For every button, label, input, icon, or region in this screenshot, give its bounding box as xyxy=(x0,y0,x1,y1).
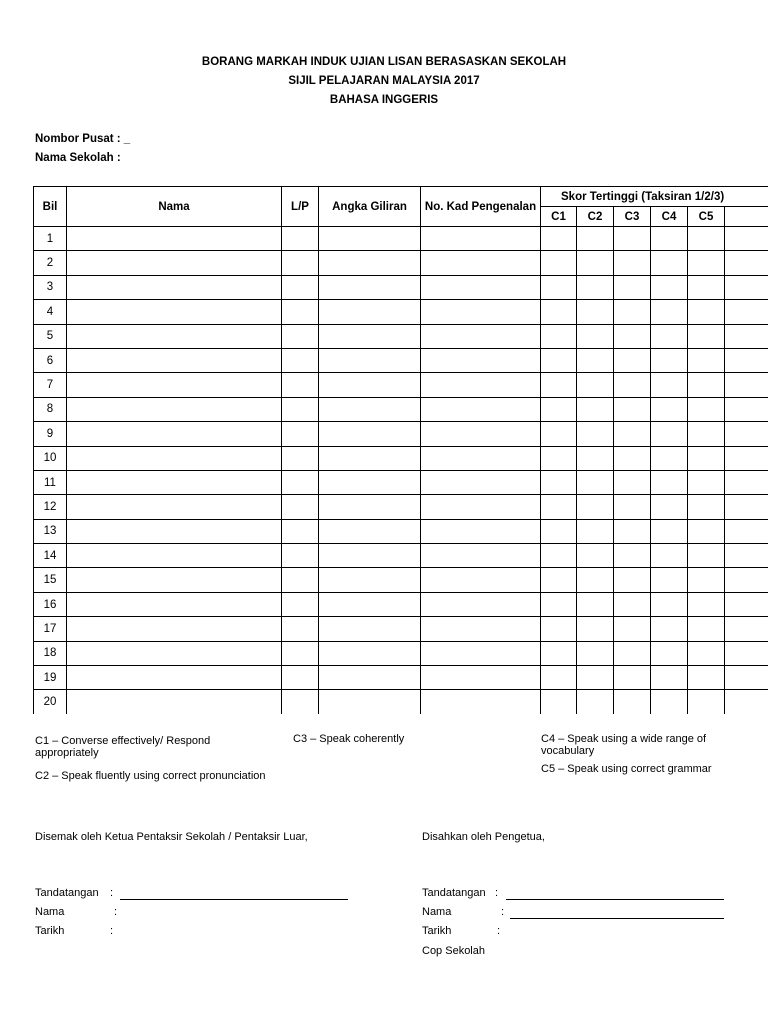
kad-pengenalan-cell[interactable] xyxy=(421,666,541,690)
c5-cell[interactable] xyxy=(688,666,725,690)
c5-cell[interactable] xyxy=(688,568,725,592)
c3-cell[interactable] xyxy=(614,373,651,397)
c3-cell[interactable] xyxy=(614,568,651,592)
c5-cell[interactable] xyxy=(688,641,725,665)
c3-cell[interactable] xyxy=(614,324,651,348)
extra-cell[interactable] xyxy=(725,690,768,714)
marks-table xyxy=(33,186,768,714)
c4-cell[interactable] xyxy=(651,275,688,299)
extra-cell[interactable] xyxy=(725,544,768,568)
c2-cell[interactable] xyxy=(577,300,614,324)
lp-cell[interactable] xyxy=(282,470,319,494)
c5-cell[interactable] xyxy=(688,495,725,519)
kad-pengenalan-cell[interactable] xyxy=(421,227,541,251)
left-tarikh-colon: : xyxy=(110,925,114,937)
kad-pengenalan-cell[interactable] xyxy=(421,275,541,299)
nama-cell[interactable] xyxy=(67,397,282,421)
left-tandatangan-colon: : xyxy=(110,887,114,899)
kad-pengenalan-cell[interactable] xyxy=(421,592,541,616)
table-row xyxy=(34,348,768,372)
c1-cell[interactable] xyxy=(541,324,577,348)
c5-cell[interactable] xyxy=(688,373,725,397)
col-header-c1: C1 xyxy=(541,207,577,227)
angka-giliran-cell[interactable] xyxy=(319,324,421,348)
nama-cell[interactable] xyxy=(67,373,282,397)
extra-cell[interactable] xyxy=(725,470,768,494)
right-tarikh-label: Tarikh xyxy=(422,925,452,937)
nama-cell[interactable] xyxy=(67,446,282,470)
right-tandatangan-line[interactable] xyxy=(506,887,724,900)
c1-cell[interactable] xyxy=(541,641,577,665)
c2-cell[interactable] xyxy=(577,690,614,714)
kad-pengenalan-cell[interactable] xyxy=(421,373,541,397)
kad-pengenalan-cell[interactable] xyxy=(421,544,541,568)
c5-cell[interactable] xyxy=(688,275,725,299)
nama-cell[interactable] xyxy=(67,544,282,568)
c5-cell[interactable] xyxy=(688,592,725,616)
c5-cell[interactable] xyxy=(688,324,725,348)
lp-cell[interactable] xyxy=(282,251,319,275)
c4-cell[interactable] xyxy=(651,422,688,446)
table-row xyxy=(34,568,768,592)
angka-giliran-cell[interactable] xyxy=(319,666,421,690)
c1-cell[interactable] xyxy=(541,227,577,251)
c4-cell[interactable] xyxy=(651,348,688,372)
table-row xyxy=(34,470,768,494)
lp-cell[interactable] xyxy=(282,227,319,251)
c4-cell[interactable] xyxy=(651,373,688,397)
kad-pengenalan-cell[interactable] xyxy=(421,300,541,324)
c1-cell[interactable] xyxy=(541,690,577,714)
c5-cell[interactable] xyxy=(688,397,725,421)
lp-cell[interactable] xyxy=(282,446,319,470)
bil-cell: 4 xyxy=(34,300,67,324)
nama-cell[interactable] xyxy=(67,666,282,690)
c3-cell[interactable] xyxy=(614,666,651,690)
angka-giliran-cell[interactable] xyxy=(319,495,421,519)
table-row xyxy=(34,275,768,299)
table-row xyxy=(34,519,768,543)
table-row xyxy=(34,690,768,714)
c2-cell[interactable] xyxy=(577,470,614,494)
kad-pengenalan-cell[interactable] xyxy=(421,617,541,641)
bil-cell: 2 xyxy=(34,251,67,275)
c3-cell[interactable] xyxy=(614,422,651,446)
table-row xyxy=(34,227,768,251)
angka-giliran-cell[interactable] xyxy=(319,446,421,470)
extra-cell[interactable] xyxy=(725,251,768,275)
angka-giliran-cell[interactable] xyxy=(319,275,421,299)
extra-cell[interactable] xyxy=(725,275,768,299)
nama-cell[interactable] xyxy=(67,300,282,324)
c4-cell[interactable] xyxy=(651,519,688,543)
c4-cell[interactable] xyxy=(651,495,688,519)
col-header-c3: C3 xyxy=(614,207,651,227)
c3-cell[interactable] xyxy=(614,348,651,372)
nama-cell[interactable] xyxy=(67,470,282,494)
right-tandatangan-colon: : xyxy=(495,887,499,899)
c3-cell[interactable] xyxy=(614,300,651,324)
lp-cell[interactable] xyxy=(282,275,319,299)
c1-cell[interactable] xyxy=(541,348,577,372)
extra-cell[interactable] xyxy=(725,373,768,397)
c2-cell[interactable] xyxy=(577,251,614,275)
col-header-angka-giliran: Angka Giliran xyxy=(319,187,421,227)
extra-cell[interactable] xyxy=(725,324,768,348)
c3-cell[interactable] xyxy=(614,641,651,665)
bil-cell: 15 xyxy=(34,568,67,592)
c3-cell[interactable] xyxy=(614,397,651,421)
kad-pengenalan-cell[interactable] xyxy=(421,251,541,275)
c3-cell[interactable] xyxy=(614,251,651,275)
c5-cell[interactable] xyxy=(688,251,725,275)
right-tarikh-colon: : xyxy=(497,925,501,937)
kad-pengenalan-cell[interactable] xyxy=(421,641,541,665)
kad-pengenalan-cell[interactable] xyxy=(421,422,541,446)
table-row xyxy=(34,373,768,397)
kad-pengenalan-cell[interactable] xyxy=(421,348,541,372)
kad-pengenalan-cell[interactable] xyxy=(421,568,541,592)
extra-cell[interactable] xyxy=(725,519,768,543)
bil-cell: 17 xyxy=(34,617,67,641)
c3-cell[interactable] xyxy=(614,617,651,641)
c4-cell[interactable] xyxy=(651,544,688,568)
nama-cell[interactable] xyxy=(67,592,282,616)
angka-giliran-cell[interactable] xyxy=(319,592,421,616)
c2-cell[interactable] xyxy=(577,544,614,568)
c1-cell[interactable] xyxy=(541,568,577,592)
nama-cell[interactable] xyxy=(67,227,282,251)
bil-cell: 9 xyxy=(34,422,67,446)
c4-cell[interactable] xyxy=(651,227,688,251)
left-nama-colon: : xyxy=(114,906,118,918)
angka-giliran-cell[interactable] xyxy=(319,617,421,641)
lp-cell[interactable] xyxy=(282,666,319,690)
c5-cell[interactable] xyxy=(688,519,725,543)
nama-cell[interactable] xyxy=(67,251,282,275)
right-signature-title: Disahkan oleh Pengetua, xyxy=(422,831,545,843)
c1-cell[interactable] xyxy=(541,592,577,616)
c5-cell[interactable] xyxy=(688,227,725,251)
bil-cell: 11 xyxy=(34,470,67,494)
bil-cell: 6 xyxy=(34,348,67,372)
nombor-pusat-field: Nombor Pusat : _ xyxy=(35,133,131,145)
bil-cell: 8 xyxy=(34,397,67,421)
bil-cell: 1 xyxy=(34,227,67,251)
c1-cell[interactable] xyxy=(541,544,577,568)
right-nama-line[interactable] xyxy=(510,906,724,919)
table-row xyxy=(34,641,768,665)
c2-cell[interactable] xyxy=(577,641,614,665)
extra-cell[interactable] xyxy=(725,666,768,690)
c5-cell[interactable] xyxy=(688,690,725,714)
extra-cell[interactable] xyxy=(725,568,768,592)
c2-cell[interactable] xyxy=(577,568,614,592)
c1-cell[interactable] xyxy=(541,495,577,519)
right-nama-colon: : xyxy=(501,906,505,918)
lp-cell[interactable] xyxy=(282,373,319,397)
c5-cell[interactable] xyxy=(688,422,725,446)
angka-giliran-cell[interactable] xyxy=(319,348,421,372)
c5-cell[interactable] xyxy=(688,544,725,568)
extra-cell[interactable] xyxy=(725,592,768,616)
table-row xyxy=(34,666,768,690)
col-header-lp: L/P xyxy=(282,187,319,227)
c4-cell[interactable] xyxy=(651,641,688,665)
c4-cell[interactable] xyxy=(651,446,688,470)
c3-cell[interactable] xyxy=(614,690,651,714)
table-row xyxy=(34,397,768,421)
c3-cell[interactable] xyxy=(614,519,651,543)
extra-cell[interactable] xyxy=(725,227,768,251)
c5-cell[interactable] xyxy=(688,446,725,470)
lp-cell[interactable] xyxy=(282,300,319,324)
bil-cell: 5 xyxy=(34,324,67,348)
kad-pengenalan-cell[interactable] xyxy=(421,470,541,494)
angka-giliran-cell[interactable] xyxy=(319,422,421,446)
right-tandatangan-label: Tandatangan xyxy=(422,887,486,899)
left-tarikh-label: Tarikh xyxy=(35,925,65,937)
extra-cell[interactable] xyxy=(725,300,768,324)
bil-cell: 18 xyxy=(34,641,67,665)
c1-cell[interactable] xyxy=(541,300,577,324)
c2-cell[interactable] xyxy=(577,275,614,299)
c2-cell[interactable] xyxy=(577,446,614,470)
angka-giliran-cell[interactable] xyxy=(319,227,421,251)
kad-pengenalan-cell[interactable] xyxy=(421,519,541,543)
kad-pengenalan-cell[interactable] xyxy=(421,495,541,519)
angka-giliran-cell[interactable] xyxy=(319,397,421,421)
kad-pengenalan-cell[interactable] xyxy=(421,324,541,348)
c3-cell[interactable] xyxy=(614,592,651,616)
nama-cell[interactable] xyxy=(67,348,282,372)
c1-cell[interactable] xyxy=(541,519,577,543)
table-row xyxy=(34,592,768,616)
table-row xyxy=(34,495,768,519)
col-header-kad-pengenalan: No. Kad Pengenalan xyxy=(421,187,541,227)
col-header-c4: C4 xyxy=(651,207,688,227)
nama-cell[interactable] xyxy=(67,519,282,543)
kad-pengenalan-cell[interactable] xyxy=(421,690,541,714)
c4-cell[interactable] xyxy=(651,397,688,421)
c3-cell[interactable] xyxy=(614,470,651,494)
c3-cell[interactable] xyxy=(614,446,651,470)
lp-cell[interactable] xyxy=(282,397,319,421)
col-header-extra xyxy=(725,207,768,227)
extra-cell[interactable] xyxy=(725,348,768,372)
c5-cell[interactable] xyxy=(688,617,725,641)
lp-cell[interactable] xyxy=(282,617,319,641)
angka-giliran-cell[interactable] xyxy=(319,519,421,543)
bil-cell: 3 xyxy=(34,275,67,299)
nama-sekolah-field: Nama Sekolah : xyxy=(35,152,121,164)
table-row xyxy=(34,324,768,348)
extra-cell[interactable] xyxy=(725,446,768,470)
c1-cell[interactable] xyxy=(541,470,577,494)
bil-cell: 19 xyxy=(34,666,67,690)
c2-cell[interactable] xyxy=(577,373,614,397)
nama-cell[interactable] xyxy=(67,422,282,446)
bil-cell: 16 xyxy=(34,592,67,616)
left-tandatangan-line[interactable] xyxy=(120,887,348,900)
col-header-c2: C2 xyxy=(577,207,614,227)
c4-cell[interactable] xyxy=(651,470,688,494)
right-nama-label: Nama xyxy=(422,906,452,918)
lp-cell[interactable] xyxy=(282,422,319,446)
nama-cell[interactable] xyxy=(67,568,282,592)
c1-cell[interactable] xyxy=(541,422,577,446)
c4-cell[interactable] xyxy=(651,666,688,690)
lp-cell[interactable] xyxy=(282,495,319,519)
angka-giliran-cell[interactable] xyxy=(319,373,421,397)
c2-cell[interactable] xyxy=(577,324,614,348)
marks-table-body xyxy=(34,227,768,715)
nama-cell[interactable] xyxy=(67,275,282,299)
c1-cell[interactable] xyxy=(541,275,577,299)
extra-cell[interactable] xyxy=(725,495,768,519)
c1-cell[interactable] xyxy=(541,446,577,470)
c4-cell[interactable] xyxy=(651,617,688,641)
lp-cell[interactable] xyxy=(282,690,319,714)
c2-cell[interactable] xyxy=(577,495,614,519)
lp-cell[interactable] xyxy=(282,348,319,372)
c2-cell[interactable] xyxy=(577,397,614,421)
angka-giliran-cell[interactable] xyxy=(319,251,421,275)
bil-cell: 7 xyxy=(34,373,67,397)
c2-cell[interactable] xyxy=(577,422,614,446)
c1-cell[interactable] xyxy=(541,373,577,397)
bil-cell: 14 xyxy=(34,544,67,568)
nama-cell[interactable] xyxy=(67,324,282,348)
extra-cell[interactable] xyxy=(725,617,768,641)
form-title-line-3: BAHASA INGGERIS xyxy=(329,94,439,106)
c5-cell[interactable] xyxy=(688,470,725,494)
c3-cell[interactable] xyxy=(614,275,651,299)
col-header-c5: C5 xyxy=(688,207,725,227)
extra-cell[interactable] xyxy=(725,422,768,446)
bil-cell: 10 xyxy=(34,446,67,470)
lp-cell[interactable] xyxy=(282,568,319,592)
extra-cell[interactable] xyxy=(725,397,768,421)
table-row xyxy=(34,422,768,446)
kad-pengenalan-cell[interactable] xyxy=(421,397,541,421)
c4-cell[interactable] xyxy=(651,568,688,592)
c1-cell[interactable] xyxy=(541,397,577,421)
c2-cell[interactable] xyxy=(577,348,614,372)
criteria-c4: C4 – Speak using a wide range of vocabulary xyxy=(541,733,707,757)
form-title-line-2: SIJIL PELAJARAN MALAYSIA 2017 xyxy=(288,75,480,87)
c4-cell[interactable] xyxy=(651,690,688,714)
angka-giliran-cell[interactable] xyxy=(319,300,421,324)
angka-giliran-cell[interactable] xyxy=(319,470,421,494)
angka-giliran-cell[interactable] xyxy=(319,690,421,714)
table-row xyxy=(34,617,768,641)
angka-giliran-cell[interactable] xyxy=(319,544,421,568)
left-signature-title: Disemak oleh Ketua Pentaksir Sekolah / Pentaksir Luar, xyxy=(35,831,308,843)
nama-cell[interactable] xyxy=(67,690,282,714)
c4-cell[interactable] xyxy=(651,251,688,275)
marks-table-container xyxy=(33,186,768,714)
nama-cell[interactable] xyxy=(67,617,282,641)
c5-cell[interactable] xyxy=(688,300,725,324)
c4-cell[interactable] xyxy=(651,592,688,616)
c2-cell[interactable] xyxy=(577,666,614,690)
criteria-c3: C3 – Speak coherently xyxy=(293,733,405,745)
bil-cell: 12 xyxy=(34,495,67,519)
cop-sekolah-label: Cop Sekolah xyxy=(422,945,485,957)
c2-cell[interactable] xyxy=(577,617,614,641)
c3-cell[interactable] xyxy=(614,495,651,519)
criteria-c1: C1 – Converse effectively/ Respond appropriately xyxy=(35,735,211,759)
c2-cell[interactable] xyxy=(577,519,614,543)
bil-cell: 13 xyxy=(34,519,67,543)
c1-cell[interactable] xyxy=(541,617,577,641)
extra-cell[interactable] xyxy=(725,641,768,665)
table-row xyxy=(34,446,768,470)
table-row xyxy=(34,251,768,275)
lp-cell[interactable] xyxy=(282,324,319,348)
table-row xyxy=(34,300,768,324)
c4-cell[interactable] xyxy=(651,324,688,348)
angka-giliran-cell[interactable] xyxy=(319,568,421,592)
lp-cell[interactable] xyxy=(282,544,319,568)
left-nama-label: Nama xyxy=(35,906,65,918)
col-header-skor-tertinggi: Skor Tertinggi (Taksiran 1/2/3) xyxy=(541,187,768,207)
lp-cell[interactable] xyxy=(282,641,319,665)
criteria-c2: C2 – Speak fluently using correct pronunciation xyxy=(35,770,266,782)
lp-cell[interactable] xyxy=(282,592,319,616)
kad-pengenalan-cell[interactable] xyxy=(421,446,541,470)
nama-cell[interactable] xyxy=(67,495,282,519)
angka-giliran-cell[interactable] xyxy=(319,641,421,665)
nama-cell[interactable] xyxy=(67,641,282,665)
form-title-line-1: BORANG MARKAH INDUK UJIAN LISAN BERASASKAN SEKOLAH xyxy=(201,56,567,68)
c1-cell[interactable] xyxy=(541,666,577,690)
c5-cell[interactable] xyxy=(688,348,725,372)
criteria-c5: C5 – Speak using correct grammar xyxy=(541,763,712,775)
left-tandatangan-label: Tandatangan xyxy=(35,887,99,899)
c2-cell[interactable] xyxy=(577,227,614,251)
c4-cell[interactable] xyxy=(651,300,688,324)
c1-cell[interactable] xyxy=(541,251,577,275)
table-row xyxy=(34,544,768,568)
bil-cell: 20 xyxy=(34,690,67,714)
col-header-nama: Nama xyxy=(67,187,282,227)
c3-cell[interactable] xyxy=(614,227,651,251)
col-header-bil: Bil xyxy=(34,187,67,227)
lp-cell[interactable] xyxy=(282,519,319,543)
c2-cell[interactable] xyxy=(577,592,614,616)
c3-cell[interactable] xyxy=(614,544,651,568)
